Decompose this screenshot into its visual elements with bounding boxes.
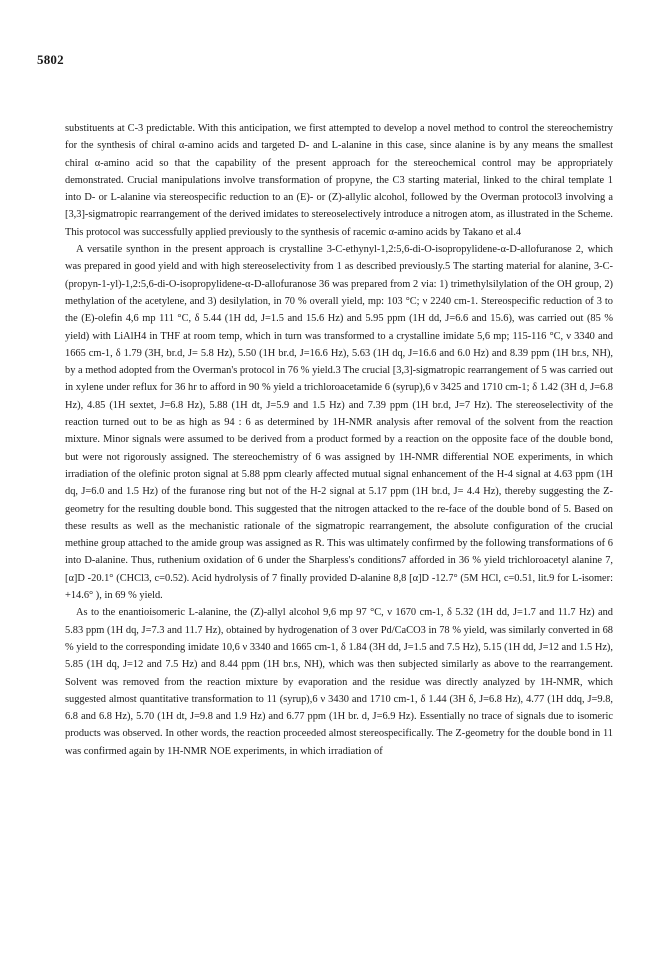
paragraph-l-alanine: As to the enantioisomeric L-alanine, the (Z)-allyl alcohol 9,6 mp 97 °C, ν 1670 cm-1, δ 5.32 (1H dd, J=1.7 and 11.7 Hz) and 5.83 ppm (1H dq, J=7.3 and 11.7 Hz), obtained by hydrogenation of 3 over Pd/CaCO3 in 78 % yield, was similarly converted in 68 % yield to the corresponding imidate 10,6 ν 3340 and 1665 cm-1, δ 1.84 (3H dd, J=1.5 and 7.5 Hz), 5.15 (1H dd, J=12 and 1.5 Hz), 5.85 (1H dq, J=12 and 7.5 Hz) and 8.44 ppm (1H br.s, NH), which was then subjected similarly as above to the rearrangement. Solvent was removed from the reaction mixture by evaporation and the residue was directly analyzed by 1H-NMR, which suggested almost quantitative transformation to 11 (syrup),6 ν 3430 and 1710 cm-1, δ 1.44 (3H δ, J=6.8 Hz), 4.77 (1H ddq, J=9.8, 6.8 and 6.8 Hz), 5.70 (1H dt, J=9.8 and 1.9 Hz) and 6.77 ppm (1H br. d, J=6.9 Hz). Essentially no trace of signals due to isomeric products was observed. In other words, the reaction proceeded almost stereospecifically. The Z-geometry for the double bond in 11 was confirmed again by 1H-NMR NOE experiments, in which irradiation of — [65, 607, 613, 757]
body-text — [65, 120, 613, 760]
paragraph-intro: substituents at C-3 predictable. With this anticipation, we first attempted to develop a novel method to control the stereochemistry for the synthesis of chiral α-amino acids and targeted D- and L-alanine in this case, since alanine is by any means the smallest chiral α-amino acid so that the capability of the present approach for the stereochemical control may be appropriately demonstrated. Crucial manipulations involve transformation of propyne, the C3 starting material, linked to the chiral template 1 into D- or L-alanine via stereospecific reduction to an (E)- or (Z)-allylic alcohol, followed by the Overman protocol3 involving a [3,3]-sigmatropic rearrangement of the derived imidates to stereoselectively introduce a nitrogen atom, as illustrated in the Scheme. This protocol was successfully applied previously to the synthesis of racemic α-amino acids by Takano et al.4 — [65, 123, 613, 238]
page-number: 5802 — [37, 52, 64, 67]
paragraph-d-alanine: A versatile synthon in the present approach is crystalline 3-C-ethynyl-1,2:5,6-di-O-isopropylidene-α-D-allofuranose 2, which was prepared in good yield and with high stereoselectivity from 1 as described previously.5 The starting material for alanine, 3-C-(propyn-1-yl)-1,2:5,6-di-O-isopropylidene-α-D-allofuranose 36 was prepared from 2 via: 1) trimethylsilylation of the OH group, 2) methylation of the acetylene, and 3) desilylation, in 70 % overall yield, mp: 103 °C; ν 2240 cm-1. Stereospecific reduction of 3 to the (E)-olefin 4,6 mp 111 °C, δ 5.44 (1H dd, J=1.5 and 15.6 Hz) and 5.95 ppm (1H dd, J=6.6 and 15.6), was carried out (85 % yield) with LiAlH4 in THF at room temp, which in turn was transformed to a crystalline imidate 5,6 mp; 115-116 °C, ν 3340 and 1665 cm-1, δ 1.79 (3H, br.d, J= 5.8 Hz), 5.50 (1H br.d, J=16.6 Hz), 5.63 (1H dq, J=16.6 and 6.0 Hz) and 8.39 ppm (1H br.s, NH), by a method adopted from the Overman's protocol in 76 % yield.3 The crucial [3,3]-sigmatropic rearrangement of 5 was carried out in xylene under reflux for 36 hr to afford in 90 % yield a trichloroacetamide 6 (syrup),6 ν 3425 and 1710 cm-1; δ 1.42 (3H d, J=6.8 Hz), 4.85 (1H sextet, J=6.8 Hz), 5.88 (1H dt, J=5.9 and 1.5 Hz) and 7.39 ppm (1H br.d, J=7 Hz). The stereoselectivity of the reaction turned out to be as high as 94 : 6 as determined by 1H-NMR analysis after removal of the solvent from the reaction mixture. Minor signals were assumed to be derived from a product formed by a reaction on the opposite face of the double bond, but were not rigorously assigned. The stereochemistry of 6 was assigned by 1H-NMR differential NOE experiments, in which irradiation of the olefinic proton signal at 5.88 ppm clearly affected mutual signal enhancement of the H-4 signal at 4.63 ppm (1H dq, J=6.0 and 1.5 Hz) of the furanose ring but not of the H-2 signal at 5.17 ppm (1H br.d, J= 4.4 Hz), thereby suggesting the Z-geometry for the resulting double bond. This suggested that the nitrogen attacked to the re-face of the double bond of 5. Based on these results as well as the mechanistic rationale of the sigmatropic rearrangement, the absolute configuration of the crucial methine group attached to the amide group was assigned as R. This was ultimately confirmed by the following transformations of 6 into D-alanine. Thus, ruthenium oxidation of 6 under the Sharpless's conditions7 afforded in 36 % yield trichloroacetyl alanine 7, [α]D -20.1° (CHCl3, c=0.52). Acid hydrolysis of 7 finally provided D-alanine 8,8 [α]D -12.7° (5M HCl, c=0.51, lit.9 for L-isomer: +14.6° ), in 69 % yield. — [65, 244, 614, 602]
